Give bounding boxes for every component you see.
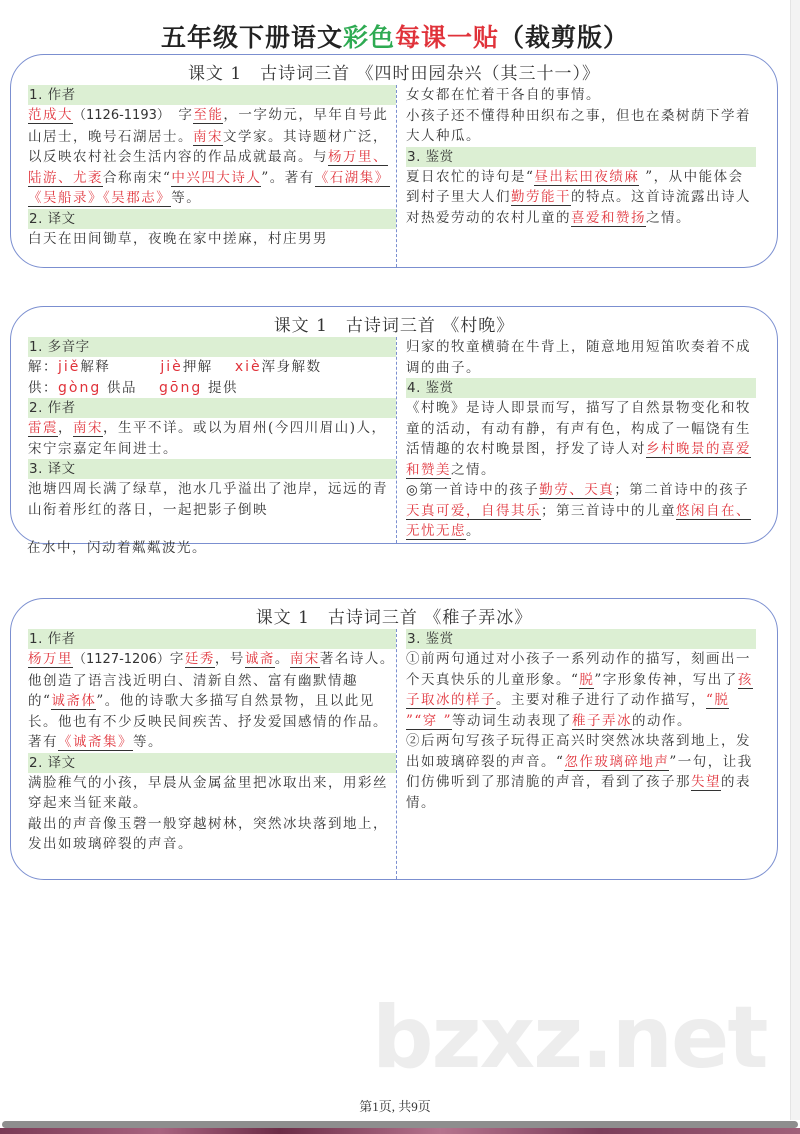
text: 等动词生动表现了 xyxy=(452,712,572,729)
text: 。 xyxy=(274,651,290,667)
column-divider xyxy=(396,629,397,879)
text: ，生平不详。或以为眉州(今四川眉山)人，宋宁宗嘉定年间进士。 xyxy=(28,420,387,457)
text: 等。 xyxy=(133,734,163,750)
pinyin: gòng xyxy=(58,379,102,396)
comparison-paragraph xyxy=(406,480,756,542)
text: ②后两句写孩子玩得正高兴时突然冰块落到地上，发出如玻璃碎裂的声音。“ xyxy=(406,733,751,770)
vertical-scroll-gutter[interactable] xyxy=(790,0,800,1120)
keyword: 诚斋体 xyxy=(51,693,97,709)
appreciation-paragraph-2 xyxy=(406,731,756,813)
translation-text: 池塘四周长满了绿草，池水几乎溢出了池岸，远远的青山衔着彤红的落日，一起把影子倒映 xyxy=(28,481,388,518)
title-part: 五年级下册语文 xyxy=(160,23,343,52)
keyword: 南宋 xyxy=(289,651,320,667)
word: 提供 xyxy=(208,379,239,396)
text: 的动作。 xyxy=(632,712,692,729)
text: ；第二首诗中的孩子 xyxy=(614,482,750,498)
text: 的表情。 xyxy=(406,774,751,811)
char-label: 供： xyxy=(28,379,58,396)
word: 浑身解数 xyxy=(261,359,322,375)
column-divider xyxy=(396,85,397,267)
keyword: 稚子弄冰 xyxy=(572,712,632,729)
left-column xyxy=(28,85,396,249)
text: 《村晚》是诗人即景而写，描写了自然景物变化和牧童的活动，有动有静，有声有色，构成了一幅饶有生活情趣的农村晚景图，抒发了诗人对 xyxy=(406,400,751,457)
lesson-card-1 xyxy=(10,54,778,268)
title-part-sticker: 每课一贴 xyxy=(395,23,500,52)
section-header-translation: 2. 译文 xyxy=(28,753,396,773)
keyword: 失望 xyxy=(691,774,721,790)
keyword: 喜爱和赞扬 xyxy=(571,209,646,226)
keyword: 范成大 xyxy=(28,107,73,123)
word: 解释 xyxy=(80,359,111,375)
keyword: 诚斋 xyxy=(244,651,275,667)
horizontal-scrollbar[interactable] xyxy=(2,1121,798,1128)
section-header-author: 1. 作者 xyxy=(28,629,396,649)
right-column xyxy=(402,85,756,228)
text: ◎第一首诗中的孩子 xyxy=(406,482,540,498)
appreciation-paragraph xyxy=(406,167,756,229)
text: ”字形象传神，写出了 xyxy=(594,671,738,688)
pinyin: gōng xyxy=(159,379,203,396)
text: 。 xyxy=(466,523,481,539)
document-title xyxy=(0,18,790,54)
background-image-strip xyxy=(0,1128,800,1134)
section-header-translation: 3. 译文 xyxy=(28,459,396,479)
translation-text-2: 小孩子还不懂得种田织布之事，但也在桑树荫下学着大人种瓜。 xyxy=(406,107,751,144)
word: 供品 xyxy=(107,379,138,396)
text: ①前两句通过对小孩子一系列动作的描写，刻画出一个天真快乐的儿童形象。“ xyxy=(406,651,751,688)
keyword: 杨万里、陆游、尤袤 xyxy=(28,149,388,186)
translation-continued: 归家的牧童横骑在牛背上，随意地用短笛吹奏着不成调的曲子。 xyxy=(406,339,751,376)
section-header-author: 2. 作者 xyxy=(28,398,396,418)
left-column xyxy=(28,629,396,855)
keyword: 悠闲自在、无忧无虑 xyxy=(406,502,751,539)
keyword: 杨万里 xyxy=(28,651,73,667)
keyword: 乡村晚景的喜爱和赞美 xyxy=(406,441,751,478)
char-label: 解： xyxy=(28,359,58,375)
text: 。主要对稚子进行了动作描写， xyxy=(496,692,706,708)
right-column xyxy=(402,629,756,813)
right-column xyxy=(402,337,756,542)
card-title: 课文 1 古诗词三首 《四时田园杂兴（其三十一）》 xyxy=(187,64,601,84)
keyword: “脱 ”“穿 ” xyxy=(406,692,730,729)
lesson-card-3 xyxy=(10,598,778,880)
card-title: 课文 1 古诗词三首 《稚子弄冰》 xyxy=(255,608,533,628)
keyword: 勤劳能干 xyxy=(511,189,571,205)
translation-overflow-text: 在水中，闪动着粼粼波光。 xyxy=(27,540,207,556)
text: 等。 xyxy=(171,190,202,206)
keyword: 忽作玻璃碎地声 xyxy=(564,753,670,770)
text: 之情。 xyxy=(451,461,496,478)
text: 的特点。这首诗流露出诗人对热爱劳动的农村儿童的 xyxy=(406,189,751,226)
years: （1126-1193） xyxy=(73,108,164,123)
text: 夏日农忙的诗句是“ xyxy=(406,168,535,185)
text: 合称南宋“ xyxy=(103,169,172,186)
text: ，一字幼元，早年自号此山居士，晚号石湖居士。 xyxy=(28,107,389,145)
translation-text: 白天在田间锄草，夜晚在家中搓麻，村庄男男 xyxy=(28,230,328,247)
title-part-colored: 彩色 xyxy=(342,23,395,52)
text: 字 xyxy=(163,107,194,123)
author-paragraph xyxy=(28,649,396,753)
word: 押解 xyxy=(182,359,213,375)
polyphone-gong xyxy=(28,378,396,399)
keyword: 孩子取冰的样子 xyxy=(406,671,753,708)
text: ”一句，让我们仿佛听到了那清脆的声音，看到了孩子那 xyxy=(406,753,753,790)
text: 文学家。其诗题材广泛，以反映农村社会生活内容的作品成就最高。与 xyxy=(28,128,388,165)
section-header-appreciation: 4. 鉴赏 xyxy=(406,378,756,398)
author-paragraph xyxy=(28,105,396,209)
author-paragraph: 雷震，南宋，生平不详。或以为眉州(今四川眉山)人，宋宁宗嘉定年间进士。 xyxy=(28,420,387,457)
keyword: 脱 xyxy=(579,671,595,688)
text: ，号 xyxy=(214,651,245,667)
keyword: 《石湖集》《吴船录》《吴郡志》 xyxy=(28,169,390,206)
left-column xyxy=(28,337,396,520)
pinyin: jiě xyxy=(58,359,81,375)
keyword: 勤劳、天真 xyxy=(539,482,615,498)
pinyin: jiè xyxy=(160,359,183,375)
lesson-card-2 xyxy=(10,306,778,544)
keyword: 至能 xyxy=(193,107,224,123)
polyphone-jie xyxy=(28,357,396,378)
keyword: 雷震 xyxy=(28,420,58,436)
title-part-edition: （裁剪版） xyxy=(499,23,630,52)
watermark: bzxz.net xyxy=(372,988,767,1088)
keyword: 南宋 xyxy=(73,420,103,436)
translation-text-2: 敲出的声音像玉磬一般穿越树林，突然冰块落到地上，发出如玻璃碎裂的声音。 xyxy=(28,815,388,852)
text: 字 xyxy=(169,651,185,667)
section-header-appreciation: 3. 鉴赏 xyxy=(406,629,756,649)
appreciation-paragraph xyxy=(406,398,756,480)
pinyin: xiè xyxy=(234,359,262,375)
appreciation-paragraph-1 xyxy=(406,649,756,731)
keyword: 廷秀 xyxy=(184,651,215,667)
text: 著名诗人。他创造了语言浅近明白、清新自然、富有幽默情趣的“ xyxy=(28,651,395,709)
keyword: 天真可爱，自得其乐 xyxy=(406,502,541,519)
section-header-translation: 2. 译文 xyxy=(28,209,396,229)
keyword: 南宋 xyxy=(193,128,223,145)
keyword: 昼出耘田夜绩麻 xyxy=(534,168,640,185)
years: （1127-1206） xyxy=(73,652,170,667)
text: ”。他的诗歌大多描写自然景物，且以此见长。他也有不少反映民间疾苦、抒发爱国感情的作品。著有 xyxy=(28,693,388,750)
section-header-polyphone: 1. 多音字 xyxy=(28,337,396,357)
keyword: 《诚斋集》 xyxy=(58,734,133,750)
text: ”，从中能体会到村子里大人们 xyxy=(406,168,744,205)
translation-continued: 女女都在忙着干各自的事情。 xyxy=(406,87,601,103)
section-header-author: 1. 作者 xyxy=(28,85,396,105)
translation-text-1: 满脸稚气的小孩，早晨从金属盆里把冰取出来，用彩丝穿起来当钲来敲。 xyxy=(28,774,388,811)
column-divider xyxy=(396,337,397,543)
text: ”。著有 xyxy=(261,169,315,186)
page-indicator: 第1页, 共9页 xyxy=(359,1099,431,1114)
section-header-appreciation: 3. 鉴赏 xyxy=(406,147,756,167)
text: ；第三首诗中的儿童 xyxy=(541,502,676,519)
card-title: 课文 1 古诗词三首 《村晚》 xyxy=(273,316,515,336)
keyword: 中兴四大诗人 xyxy=(171,169,262,186)
text: 之情。 xyxy=(646,209,691,226)
